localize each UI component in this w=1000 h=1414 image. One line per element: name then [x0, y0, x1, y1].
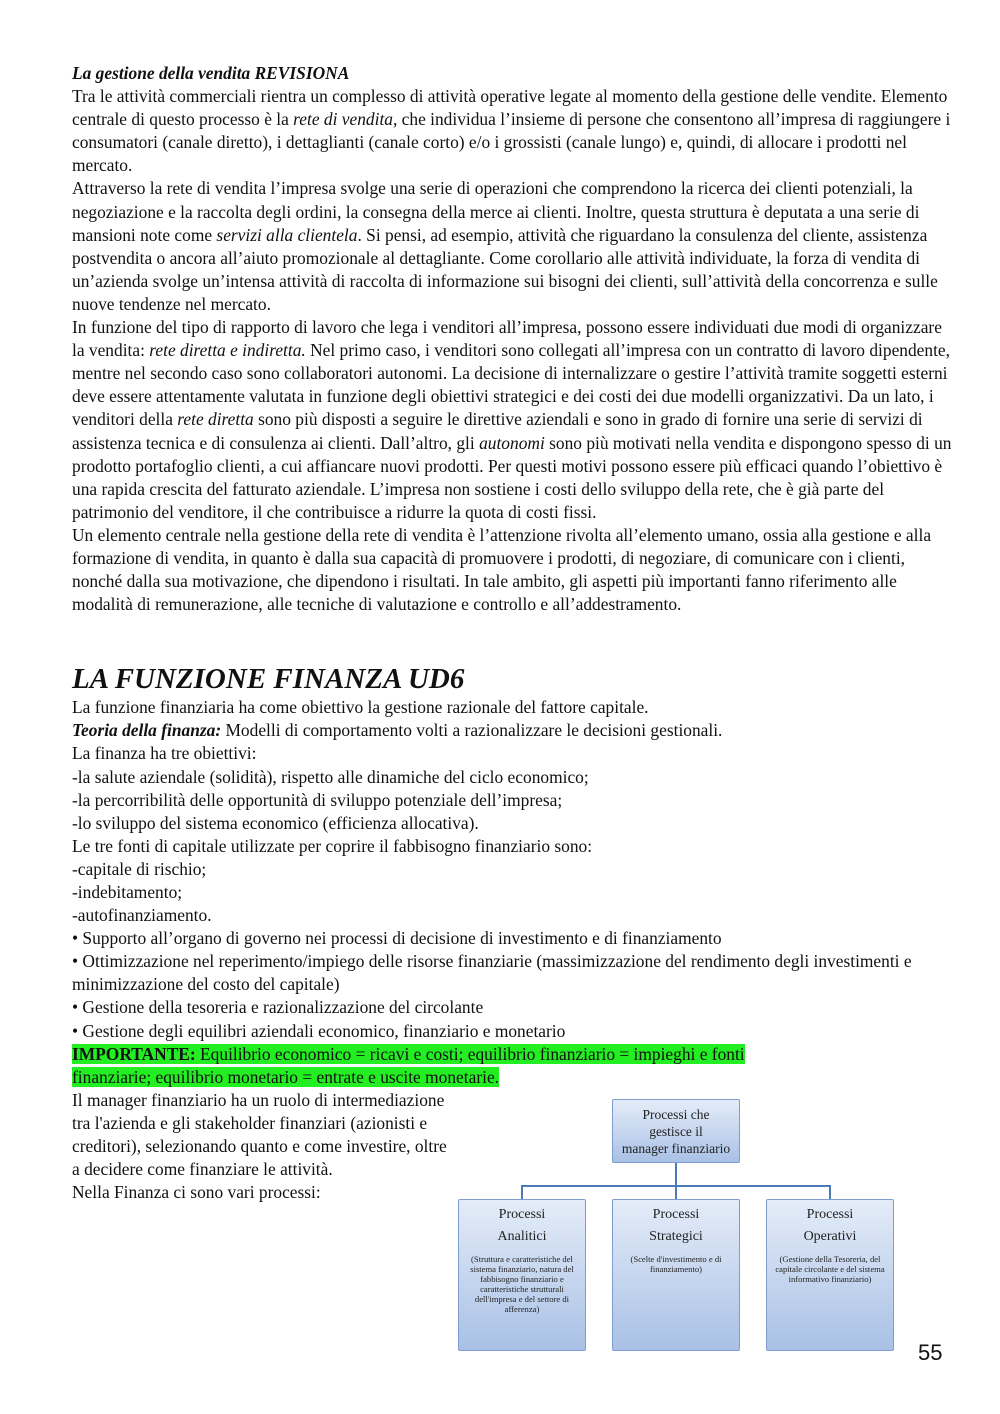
- objective-item: -la salute aziendale (solidità), rispetto alle dinamiche del ciclo economico;: [72, 766, 589, 787]
- paragraph-rete-vendita: Tra le attività commerciali rientra un complesso di attività operative legate al momento della gestione delle vendite. Elemento centrale di questo processo è la rete di vendita, che individua l’insieme di persone che consentono all’impresa di raggiungere i consumatori (canale diretto), i dettaglianti (canale corto) e/o i grossisti (canale lungo) e, quindi, di allocare i prodotti nel mercato.: [72, 86, 951, 176]
- connector-right: [829, 1185, 831, 1199]
- objectives-intro: La finanza ha tre obiettivi:: [72, 743, 257, 764]
- processes-diagram: [458, 1099, 894, 1351]
- diagram-box-strategici: Processi Strategici (Scelte d'investimento e di finanziamento): [612, 1199, 740, 1351]
- diagram-box-analitici: Processi Analitici (Struttura e caratteristiche del sistema finanziario, natura del fabbisogno finanziario e caratteristiche strutturali dell'impresa e del settore di afferenza): [458, 1199, 586, 1351]
- bullet-item: • Gestione della tesoreria e razionalizzazione del circolante: [72, 997, 484, 1018]
- processes-intro: Nella Finanza ci sono vari processi:: [72, 1182, 321, 1203]
- objective-item: -lo sviluppo del sistema economico (efficienza allocativa).: [72, 812, 479, 833]
- paragraph-elemento-umano: Un elemento centrale nella gestione della rete di vendita è l’attenzione rivolta all’elemento umano, ossia alla gestione e alla formazione di vendita, in quanto è dalla sua capacità di promuovere i prodotti, di negoziare, di comunicare con i clienti, nonché dalla sua motivazione, che dipendono i risultati. In tale ambito, gli aspetti più importanti fanno riferimento alle modalità di remunerazione, alle tecniche di valutazione e controllo e all’addestramento.: [72, 524, 932, 615]
- objective-item: -la percorribilità delle opportunità di sviluppo potenziale dell’impresa;: [72, 789, 563, 810]
- paragraph-operazioni: Attraverso la rete di vendita l’impresa svolge una serie di operazioni che comprendono la ricerca dei clienti potenziali, la negoziazione e la raccolta degli ordini, la consegna della merce ai clienti. Inoltre, questa struttura è deputata a una serie di mansioni note come servizi alla clientela. Si pensi, ad esempio, attività che riguardano la consulenza del cliente, assistenza postvendita o ancora all’aiuto promozionale al dettagliante. Come corollario alle attività individuate, la forza di vendita di un’azienda svolge un’intensa attività di raccolta di informazione sui bisogni dei clienti, sull’attività della concorrenza e sulle nuove tendenze nel mercato.: [72, 178, 938, 314]
- document-page: [72, 62, 952, 1314]
- bullet-item: • Supporto all’organo di governo nei processi di decisione di investimento e di finanziamento: [72, 928, 722, 949]
- source-item: -autofinanziamento.: [72, 905, 212, 926]
- section-title-vendita: La gestione della vendita REVISIONA: [72, 63, 350, 83]
- paragraph-rete-diretta-indiretta: In funzione del tipo di rapporto di lavoro che lega i venditori all’impresa, possono essere individuati due modi di organizzare la vendita: rete diretta e indiretta. Nel primo caso, i venditori sono collegati all’impresa con un contratto di lavoro dipendente, mentre nel secondo caso sono collaboratori autonomi. La decisione di internalizzare o gestire l’attività tramite soggetti esterni deve essere attentamente valutata in funzione degli obiettivi strategici e dei costi dei due modelli organizzativi. Da un lato, i venditori della rete diretta sono più disposti a seguire le direttive aziendali e sono in grado di fornire una serie di servizi di assistenza tecnica e di consulenza ai clienti. Dall’altro, gli autonomi sono più motivati nella vendita e dispongono spesso di un prodotto portafoglio clienti, a cui affiancare nuovi prodotti. Per questi motivi possono essere più efficaci quando l’obiettivo è una rapida crescita del fatturato aziendale. L’impresa non sostiene i costi dello sviluppo della rete, che è già parte del patrimonio del venditore, il che contribuisce a ridurre la quota di costi fissi.: [72, 317, 952, 522]
- source-item: -capitale di rischio;: [72, 858, 207, 879]
- bullet-item: • Gestione degli equilibri aziendali economico, finanziario e monetario: [72, 1020, 566, 1041]
- finance-intro: La funzione finanziaria ha come obiettivo la gestione razionale del fattore capitale.: [72, 697, 649, 718]
- connector-left: [521, 1185, 523, 1199]
- connector-vertical-root: [675, 1163, 677, 1185]
- manager-paragraph: Il manager finanziario ha un ruolo di intermediazione tra l'azienda e gli stakeholder finanziari (azionisti e creditori), selezionando quanto e come investire, oltre a decidere come finanziare le attività.: [72, 1089, 447, 1180]
- bullet-item: • Ottimizzazione nel reperimento/impiego delle risorse finanziarie (massimizzazione del rendimento degli investimenti e minimizzazione del costo del capitale): [72, 951, 912, 995]
- manager-section: [72, 1089, 952, 1314]
- source-item: -indebitamento;: [72, 882, 183, 902]
- connector-middle: [675, 1185, 677, 1199]
- important-note: IMPORTANTE: Equilibrio economico = ricavi e costi; equilibrio finanziario = impieghi e fonti finanziarie; equilibrio monetario = entrate e uscite monetarie.: [72, 1043, 745, 1087]
- diagram-box-operativi: Processi Operativi (Gestione della Tesoreria, del capitale circolante e del sistema informativo finanziario): [766, 1199, 894, 1351]
- section-heading-finanza: LA FUNZIONE FINANZA UD6: [72, 663, 465, 696]
- finance-theory: Teoria della finanza: Modelli di comportamento volti a razionalizzare le decisioni gestionali.: [72, 720, 723, 741]
- diagram-root-box: Processi che gestisce il manager finanziario: [612, 1099, 740, 1163]
- sources-intro: Le tre fonti di capitale utilizzate per coprire il fabbisogno finanziario sono:: [72, 835, 593, 856]
- page-number: 55: [918, 1340, 943, 1365]
